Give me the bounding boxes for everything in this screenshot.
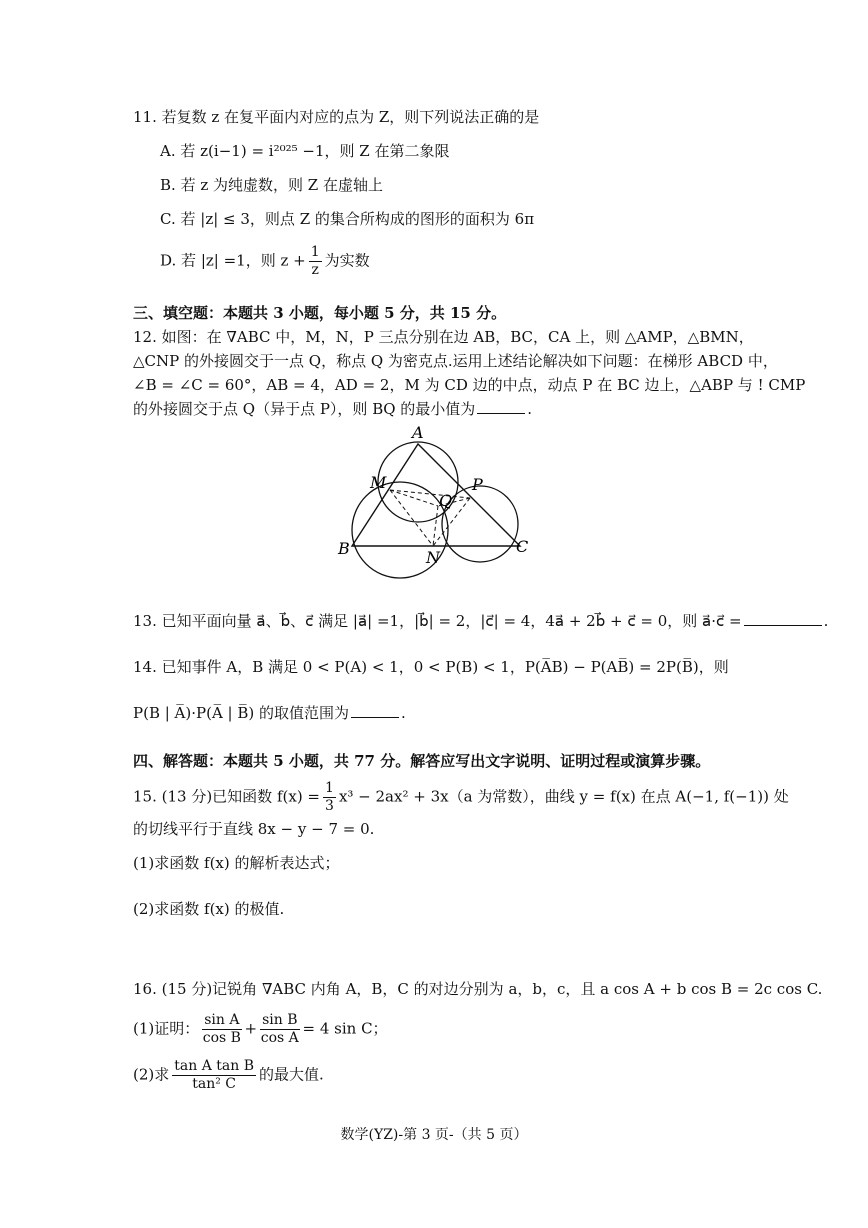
section-3-heading: 三、填空题：本题共 3 小题，每小题 5 分，共 15 分。 (133, 304, 507, 322)
answer-blank (351, 703, 399, 718)
label-p: P (472, 475, 483, 494)
fraction: $\frac{\text{sin A}}{\text{cos B}}$ (202, 1012, 241, 1046)
q12-line-4: 的外接圆交于点 Q（异于点 P），则 BQ 的最小值为 . (133, 400, 533, 418)
label-c: C (516, 537, 529, 556)
q12-line-1: 12. 如图：在 ∇ABC 中，M，N，P 三点分别在边 AB，BC，CA 上，则 △AMP，△BMN， (133, 328, 754, 346)
label-q: Q (439, 491, 453, 510)
q16-part-1: (1)证明： $\frac{\text{sin A}}{\text{cos B}}$ + $\frac{\text{sin B}}{\text{cos A}}$ = 4 sin C； (133, 1012, 388, 1046)
label-b: B (338, 539, 350, 558)
section-4-heading: 四、解答题：本题共 5 小题，共 77 分。解答应写出文字说明、证明过程或演算步骤。 (133, 752, 711, 770)
q11-option-c: C. 若 |z| ≤ 3，则点 Z 的集合所构成的图形的面积为 6π (160, 210, 535, 228)
q12-line-2: △CNP 的外接圆交于一点 Q，称点 Q 为密克点.运用上述结论解决如下问题：在梯形 ABCD 中， (133, 352, 778, 370)
miquel-point-figure (330, 420, 540, 590)
q14-line-2: P(B | A̅)·P(A̅ | B̅) 的取值范围为 . (133, 704, 406, 722)
fraction: $\frac{1}{z}$ (310, 244, 320, 278)
q15-part-1: (1)求函数 f(x) 的解析表达式； (133, 854, 340, 872)
q11-option-b: B. 若 z 为纯虚数，则 Z 在虚轴上 (160, 176, 383, 194)
q11-option-d: D. 若 |z| =1，则 z + $\frac{1}{z}$ 为实数 (160, 244, 370, 278)
fraction: $\frac{\text{sin B}}{\text{cos A}}$ (260, 1012, 299, 1046)
label-a: A (412, 423, 424, 442)
fraction: $\frac{1}{3}$ (325, 780, 334, 814)
q12-line-3: ∠B = ∠C = 60°，AB = 4，AD = 2，M 为 CD 边的中点，动点 P 在 BC 边上，△ABP 与 ! CMP (133, 376, 806, 394)
answer-blank (477, 399, 525, 414)
fraction: $\frac{\text{tan A tan B}}{\text{tan² C}}$ (174, 1058, 254, 1092)
q15-line-1: 15. (13 分)已知函数 f(x) = $\frac{1}{3}$ x³ − 2ax² + 3x（a 为常数），曲线 y = f(x) 在点 A(−1, f(−1)) 处 (133, 780, 789, 814)
q16-line-1: 16. (15 分)记锐角 ∇ABC 内角 A，B，C 的对边分别为 a，b，c，且 a cos A + b cos B = 2c cos C. (133, 980, 823, 998)
label-n: N (426, 548, 440, 567)
page-footer: 数学(YZ)-第 3 页-（共 5 页） (340, 1127, 528, 1143)
q14-line-1: 14. 已知事件 A，B 满足 0 < P(A) < 1，0 < P(B) < 1，P(A̅B) − P(AB̅) = 2P(B̅)，则 (133, 658, 729, 676)
label-m: M (370, 473, 387, 492)
q11-stem: 11. 若复数 z 在复平面内对应的点为 Z，则下列说法正确的是 (133, 108, 540, 126)
q16-part-2: (2)求 $\frac{\text{tan A tan B}}{\text{tan² C}}$ 的最大值. (133, 1058, 324, 1092)
q15-part-2: (2)求函数 f(x) 的极值. (133, 900, 285, 918)
q11-option-a: A. 若 z(i−1) = i²⁰²⁵ −1，则 Z 在第二象限 (160, 142, 450, 160)
answer-blank (744, 611, 822, 626)
q15-line-2: 的切线平行于直线 8x − y − 7 = 0. (133, 820, 375, 838)
q13-text: 13. 已知平面向量 a⃗、b⃗、c⃗ 满足 |a⃗| =1，|b⃗| = 2，|c⃗| = 4，4a⃗ + 2b⃗ + c⃗ = 0，则 a⃗·c⃗ = . (133, 612, 829, 630)
